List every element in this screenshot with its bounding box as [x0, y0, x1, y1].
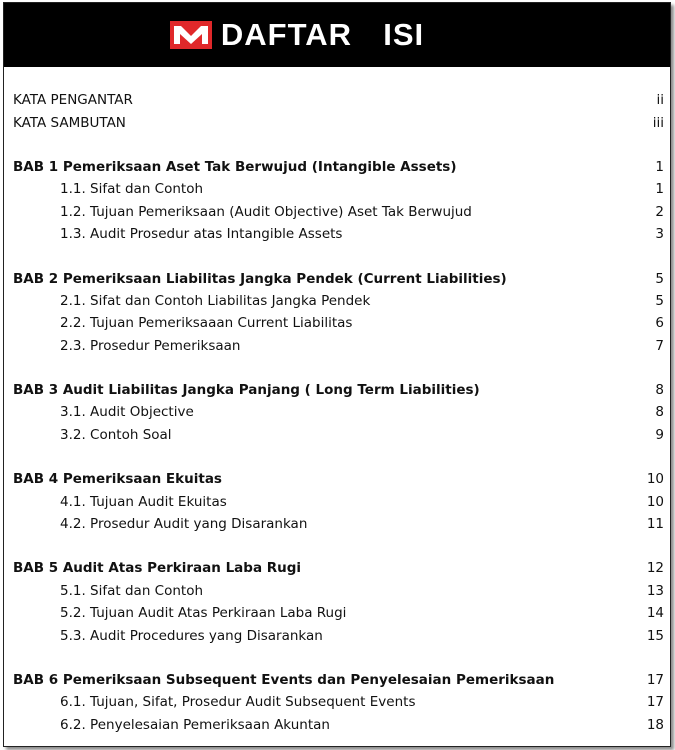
toc-page-number: 5 — [655, 270, 664, 287]
toc-subsection-row — [13, 691, 664, 713]
toc-subsection-row — [13, 424, 664, 446]
toc-subsection-row — [13, 290, 664, 312]
toc-page-number: 3 — [655, 226, 664, 243]
toc-subsection-row — [13, 201, 664, 223]
toc-page-number: 18 — [646, 716, 664, 733]
toc-front-row — [13, 111, 664, 133]
toc-entry-title: 5.2. Tujuan Audit Atas Perkiraan Laba Rugi — [60, 605, 347, 622]
toc-page-number: 5 — [655, 292, 664, 309]
toc-entry-title: 2.1. Sifat dan Contoh Liabilitas Jangka Pendek — [60, 292, 371, 309]
toc-entry-title: 1.2. Tujuan Pemeriksaan (Audit Objective) Aset Tak Berwujud — [60, 203, 472, 220]
toc-entry-title: 4.1. Tujuan Audit Ekuitas — [60, 493, 227, 510]
toc-front-row — [13, 89, 664, 111]
toc-entry-title: 3.1. Audit Objective — [60, 404, 194, 421]
toc-page-number: 10 — [646, 471, 664, 488]
toc-page-number: 17 — [646, 694, 664, 711]
toc-page-number: 7 — [655, 337, 664, 354]
toc-subsection-row — [13, 714, 664, 736]
publisher-logo-icon — [170, 21, 212, 49]
toc-entry-title: BAB 2 Pemeriksaan Liabilitas Jangka Pendek (Current Liabilities) — [13, 270, 507, 287]
toc-entry-title: 3.2. Contoh Soal — [60, 426, 172, 443]
table-of-contents — [13, 89, 664, 736]
toc-page-number: 8 — [655, 382, 664, 399]
toc-chapter-row — [13, 267, 664, 289]
toc-entry-title: 5.3. Audit Procedures yang Disarankan — [60, 627, 323, 644]
toc-page-number: 13 — [646, 582, 664, 599]
toc-entry-title: 5.1. Sifat dan Contoh — [60, 582, 204, 599]
toc-subsection-row — [13, 312, 664, 334]
toc-page-number: 2 — [655, 203, 664, 220]
toc-entry-title: 6.2. Penyelesaian Pemeriksaan Akuntan — [60, 716, 330, 733]
page-title: DAFTAR ISI — [220, 17, 425, 52]
toc-page-number: 9 — [655, 426, 664, 443]
toc-subsection-row — [13, 178, 664, 200]
toc-subsection-row — [13, 490, 664, 512]
toc-entry-title: BAB 1 Pemeriksaan Aset Tak Berwujud (Intangible Assets) — [13, 158, 457, 175]
toc-page-number: ii — [656, 92, 664, 109]
toc-entry-title: KATA PENGANTAR — [13, 92, 133, 109]
toc-page-number: 15 — [646, 627, 664, 644]
toc-entry-title: BAB 6 Pemeriksaan Subsequent Events dan Penyelesaian Pemeriksaan — [13, 672, 555, 688]
toc-entry-title: 2.3. Prosedur Pemeriksaan — [60, 337, 241, 354]
toc-page-number: 12 — [646, 560, 664, 577]
toc-entry-title: BAB 3 Audit Liabilitas Jangka Panjang ( Long Term Liabilities) — [13, 382, 480, 399]
toc-entry-title: 4.2. Prosedur Audit yang Disarankan — [60, 516, 308, 533]
toc-chapter-row — [13, 379, 664, 401]
toc-entry-title: 1.3. Audit Prosedur atas Intangible Assets — [60, 226, 343, 243]
toc-subsection-row — [13, 624, 664, 646]
toc-subsection-row — [13, 223, 664, 245]
toc-entry-title: BAB 5 Audit Atas Perkiraan Laba Rugi — [13, 560, 302, 577]
toc-chapter-row — [13, 557, 664, 579]
toc-page-number: iii — [652, 114, 664, 131]
toc-entry-title: BAB 4 Pemeriksaan Ekuitas — [13, 471, 222, 488]
toc-chapter-row — [13, 669, 664, 691]
header-bar — [4, 3, 670, 67]
toc-chapter-row — [13, 468, 664, 490]
toc-entry-title: 1.1. Sifat dan Contoh — [60, 181, 204, 198]
toc-page-number: 6 — [655, 315, 664, 332]
toc-subsection-row — [13, 335, 664, 357]
toc-page-number: 8 — [655, 404, 664, 421]
toc-subsection-row — [13, 401, 664, 423]
toc-page-number: 17 — [646, 672, 664, 688]
toc-subsection-row — [13, 513, 664, 535]
toc-page-number: 1 — [655, 181, 664, 198]
toc-page-number: 11 — [646, 516, 664, 533]
toc-entry-title: KATA SAMBUTAN — [13, 114, 126, 131]
toc-entry-title: 2.2. Tujuan Pemeriksaaan Current Liabilitas — [60, 315, 353, 332]
document-page — [3, 2, 671, 747]
toc-page-number: 14 — [646, 605, 664, 622]
toc-subsection-row — [13, 580, 664, 602]
header-content — [170, 17, 424, 53]
toc-page-number: 10 — [646, 493, 664, 510]
toc-page-number: 1 — [655, 158, 664, 175]
toc-subsection-row — [13, 602, 664, 624]
toc-chapter-row — [13, 156, 664, 178]
toc-entry-title: 6.1. Tujuan, Sifat, Prosedur Audit Subsequent Events — [60, 694, 416, 711]
